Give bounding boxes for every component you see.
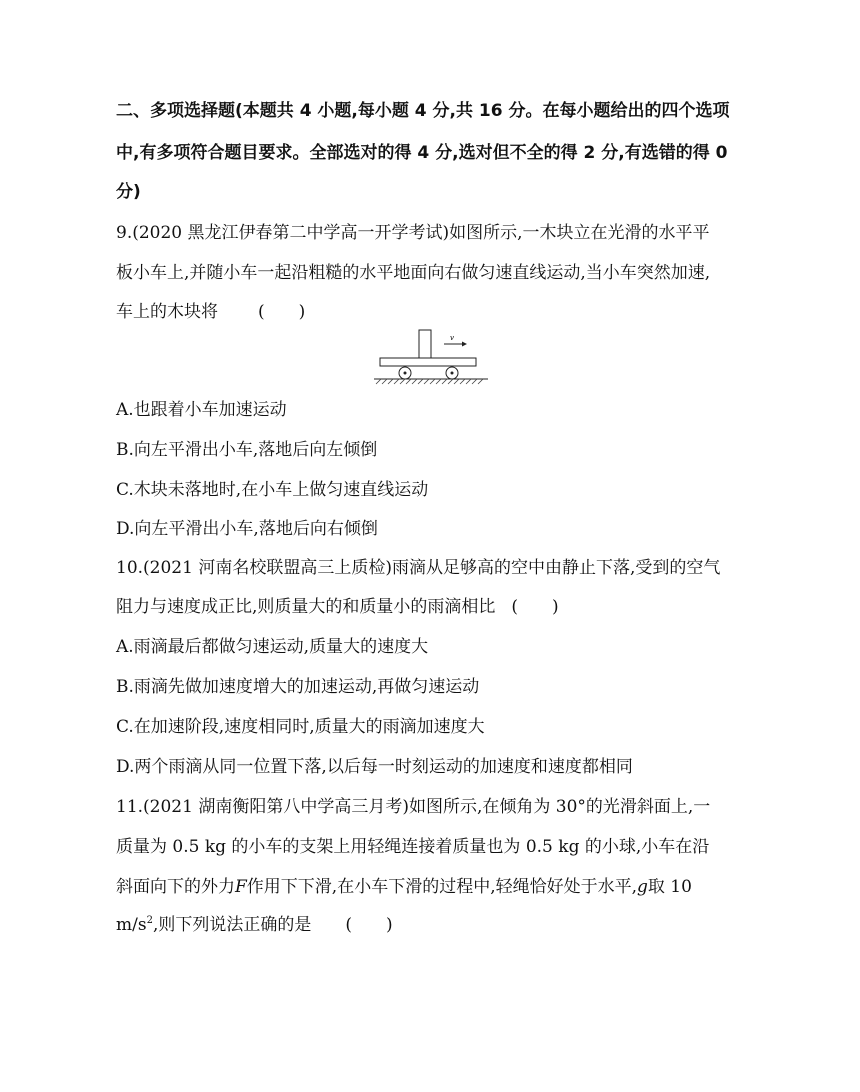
- ground-hatching: [376, 379, 483, 384]
- q11-stem-line-4: [116, 914, 393, 936]
- q11-stem-line-1: 11.(2021 湖南衡阳第八中学高三月考)如图所示,在倾角为 30°的光滑斜面上,一: [116, 797, 711, 817]
- section-heading-line-3: 分): [116, 182, 141, 202]
- q9-option-c: C.木块未落地时,在小车上做匀速直线运动: [116, 480, 429, 500]
- q10-option-c: C.在加速阶段,速度相同时,质量大的雨滴加速度大: [116, 717, 485, 737]
- q10-stem-text: 阻力与速度成正比,则质量大的和质量小的雨滴相比: [116, 597, 496, 617]
- q11-var-g: g: [637, 877, 648, 897]
- q11-stem-text-b: 作用下下滑,在小车下滑的过程中,轻绳恰好处于水平,: [246, 877, 638, 897]
- q10-answer-blank: ( ): [511, 597, 559, 617]
- q9-option-a: A.也跟着小车加速运动: [116, 400, 287, 420]
- q11-unit: m/s: [116, 915, 147, 935]
- q11-stem-text-a: 斜面向下的外力: [116, 877, 235, 897]
- section-heading-line-1: 二、多项选择题(本题共 4 小题,每小题 4 分,共 16 分。在每小题给出的四个选项: [116, 101, 730, 121]
- velocity-label: v: [450, 334, 454, 342]
- section-heading-line-2: 中,有多项符合题目要求。全部选对的得 4 分,选对但不全的得 2 分,有选错的得 0: [116, 143, 728, 163]
- q10-stem-line-2: [116, 596, 559, 618]
- q11-stem-line-2: 质量为 0.5 kg 的小车的支架上用轻绳连接着质量也为 0.5 kg 的小球,小车在沿: [116, 837, 710, 857]
- wood-block: [419, 330, 431, 358]
- wheel-left-axle: [404, 372, 407, 375]
- q9-stem-line-2: 板小车上,并随小车一起沿粗糙的水平地面向右做匀速直线运动,当小车突然加速,: [116, 263, 711, 283]
- velocity-arrow-head: [462, 342, 467, 347]
- q10-option-a: A.雨滴最后都做匀速运动,质量大的速度大: [116, 637, 429, 657]
- q9-option-d: D.向左平滑出小车,落地后向右倾倒: [116, 519, 378, 539]
- q10-option-b: B.雨滴先做加速度增大的加速运动,再做匀速运动: [116, 677, 480, 697]
- q10-option-d: D.两个雨滴从同一位置下落,以后每一时刻运动的加速度和速度都相同: [116, 757, 633, 777]
- q11-stem-text-c: 取 10: [647, 877, 692, 897]
- q9-stem-line-3: [116, 301, 305, 323]
- q9-stem-text: 车上的木块将: [116, 302, 218, 322]
- q11-answer-blank: ( ): [345, 915, 393, 935]
- wheel-right-axle: [451, 372, 454, 375]
- q11-stem-line-3: [116, 876, 692, 898]
- q9-answer-blank: ( ): [258, 302, 306, 322]
- q11-stem-text-d: ,则下列说法正确的是: [152, 915, 312, 935]
- q11-var-f: F: [235, 877, 247, 897]
- q9-stem-line-1: 9.(2020 黑龙江伊春第二中学高一开学考试)如图所示,一木块立在光滑的水平平: [116, 223, 710, 243]
- cart-block-figure: [372, 328, 492, 388]
- cart-plate: [380, 358, 476, 366]
- q9-option-b: B.向左平滑出小车,落地后向左倾倒: [116, 440, 378, 460]
- q10-stem-line-1: 10.(2021 河南名校联盟高三上质检)雨滴从足够高的空中由静止下落,受到的空气: [116, 558, 721, 578]
- q11-unit-exponent: 2: [146, 915, 153, 926]
